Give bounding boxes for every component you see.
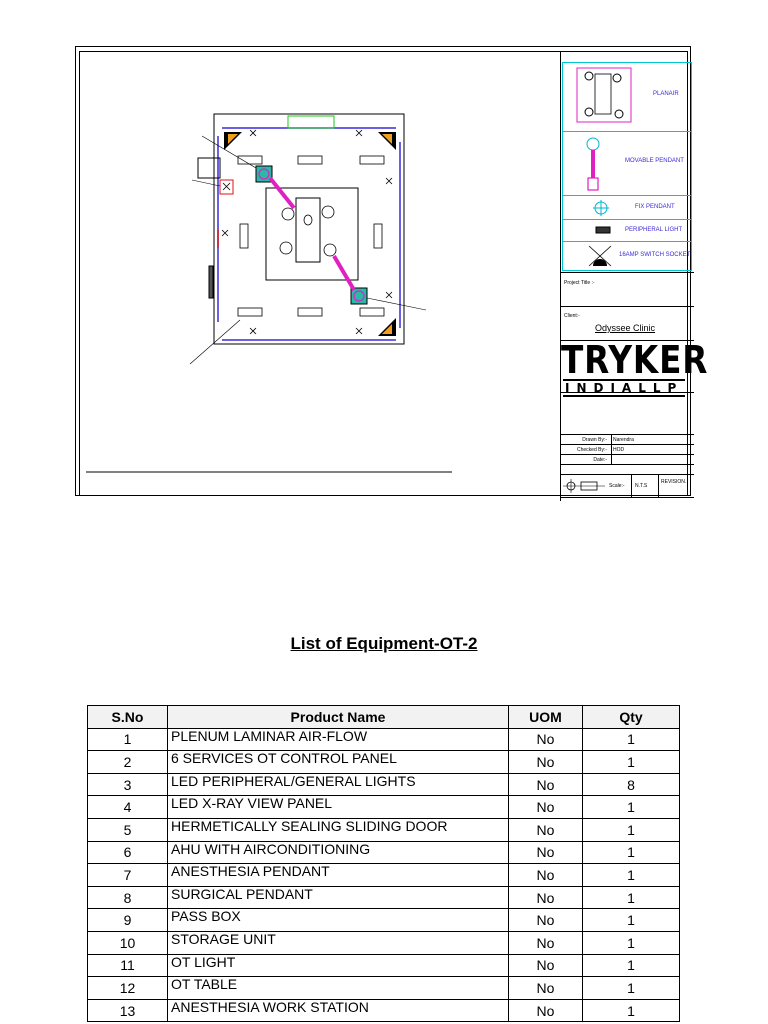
cell-uom: No (509, 886, 583, 909)
cell-uom: No (509, 773, 583, 796)
fix-pendant-icon (591, 198, 611, 218)
cell-sno: 4 (88, 796, 168, 819)
cell-sno: 7 (88, 864, 168, 887)
projection-symbol-icon (563, 479, 605, 493)
checked-by-label: Checked By:- (576, 447, 607, 453)
planair-icon (575, 66, 635, 126)
date-label: Date:- (593, 457, 607, 463)
cell-sno: 3 (88, 773, 168, 796)
revision-label: REVISION. (661, 479, 687, 485)
cell-qty: 1 (583, 841, 680, 864)
cell-qty: 1 (583, 728, 680, 751)
cell-product-name: STORAGE UNIT (168, 931, 509, 954)
cell-sno: 10 (88, 931, 168, 954)
table-row (88, 864, 680, 887)
header-product-name: Product Name (168, 706, 509, 729)
peripheral-light-icon (595, 226, 611, 234)
cell-sno: 11 (88, 954, 168, 977)
cell-qty: 1 (583, 818, 680, 841)
logo-cell (561, 338, 709, 395)
cell-uom: No (509, 841, 583, 864)
cell-product-name: HERMETICALLY SEALING SLIDING DOOR (168, 818, 509, 841)
table-header-row (88, 706, 680, 729)
table-row (88, 728, 680, 751)
cell-qty: 1 (583, 999, 680, 1022)
cell-uom: No (509, 818, 583, 841)
cell-product-name: AHU WITH AIRCONDITIONING (168, 841, 509, 864)
scale-row (561, 474, 694, 498)
cell-product-name: LED PERIPHERAL/GENERAL LIGHTS (168, 773, 509, 796)
legend-row-planair (563, 63, 691, 132)
cell-uom: No (509, 931, 583, 954)
client-label: Client:- (564, 313, 580, 319)
cell-qty: 8 (583, 773, 680, 796)
cell-uom: No (509, 954, 583, 977)
cell-qty: 1 (583, 886, 680, 909)
legend-row-fix-pendant (563, 196, 691, 220)
table-row (88, 886, 680, 909)
cell-product-name: OT TABLE (168, 977, 509, 1000)
legend-row-movable-pendant (563, 132, 691, 196)
legend-label-planair: PLANAIR (653, 91, 679, 97)
cell-uom: No (509, 977, 583, 1000)
cell-qty: 1 (583, 796, 680, 819)
table-row (88, 999, 680, 1022)
cell-qty: 1 (583, 931, 680, 954)
checked-by-value: HOD (613, 447, 625, 453)
page-heading: List of Equipment-OT-2 (290, 634, 478, 653)
title-block (560, 52, 709, 501)
table-row (88, 909, 680, 932)
scale-value: N.T.S (635, 483, 648, 489)
cell-uom: No (509, 909, 583, 932)
cell-sno: 9 (88, 909, 168, 932)
cell-uom: No (509, 728, 583, 751)
cell-uom: No (509, 751, 583, 774)
floor-plan-drawing (80, 52, 558, 497)
cell-qty: 1 (583, 954, 680, 977)
table-row (88, 954, 680, 977)
table-row (88, 751, 680, 774)
cell-sno: 8 (88, 886, 168, 909)
legend-label-peripheral-light: PERIPHERAL LIGHT (625, 227, 683, 233)
scale-label: Scale:- (609, 483, 625, 489)
switch-socket-icon (587, 244, 613, 268)
cell-sno: 12 (88, 977, 168, 1000)
table-row (88, 796, 680, 819)
table-row (88, 841, 680, 864)
drawn-by-value: Narendra (613, 437, 634, 443)
cell-qty: 1 (583, 751, 680, 774)
cell-sno: 1 (88, 728, 168, 751)
cell-sno: 6 (88, 841, 168, 864)
legend-row-switch-socket (563, 242, 691, 270)
cell-product-name: OT LIGHT (168, 954, 509, 977)
legend-box (562, 62, 692, 271)
cell-qty: 1 (583, 864, 680, 887)
table-row (88, 931, 680, 954)
drawing-sheet (75, 46, 709, 496)
blank-cell (561, 392, 694, 435)
header-sno: S.No (88, 706, 168, 729)
legend-row-peripheral-light (563, 220, 691, 242)
cell-product-name: SURGICAL PENDANT (168, 886, 509, 909)
cell-product-name: LED X-RAY VIEW PANEL (168, 796, 509, 819)
project-title-label: Project Title :- (564, 280, 595, 286)
legend-label-fix-pendant: FIX PENDANT (635, 204, 675, 210)
cell-sno: 13 (88, 999, 168, 1022)
drawn-by-label: Drawn By:- (582, 437, 607, 443)
cell-qty: 1 (583, 909, 680, 932)
client-cell (561, 306, 694, 341)
header-qty: Qty (583, 706, 680, 729)
legend-label-movable-pendant: MOVABLE PENDANT (625, 158, 684, 164)
company-logo-sub: INDIALLP (565, 381, 684, 395)
cell-uom: No (509, 999, 583, 1022)
cell-sno: 2 (88, 751, 168, 774)
cell-product-name: PLENUM LAMINAR AIR-FLOW (168, 728, 509, 751)
table-row (88, 773, 680, 796)
client-name: Odyssee Clinic (595, 323, 656, 333)
cell-uom: No (509, 796, 583, 819)
table-row (88, 977, 680, 1000)
legend-label-switch-socket: 16AMP SWITCH SOCKET (619, 252, 691, 258)
cell-product-name: ANESTHESIA WORK STATION (168, 999, 509, 1022)
cell-product-name: ANESTHESIA PENDANT (168, 864, 509, 887)
equipment-table (87, 705, 680, 1022)
project-title-cell (561, 272, 694, 307)
movable-pendant-icon (578, 134, 608, 194)
cell-uom: No (509, 864, 583, 887)
drawing-frame (79, 51, 709, 495)
cell-product-name: 6 SERVICES OT CONTROL PANEL (168, 751, 509, 774)
header-uom: UOM (509, 706, 583, 729)
table-row (88, 818, 680, 841)
cell-product-name: PASS BOX (168, 909, 509, 932)
company-logo: TRYKER (561, 338, 709, 382)
cell-sno: 5 (88, 818, 168, 841)
cell-qty: 1 (583, 977, 680, 1000)
